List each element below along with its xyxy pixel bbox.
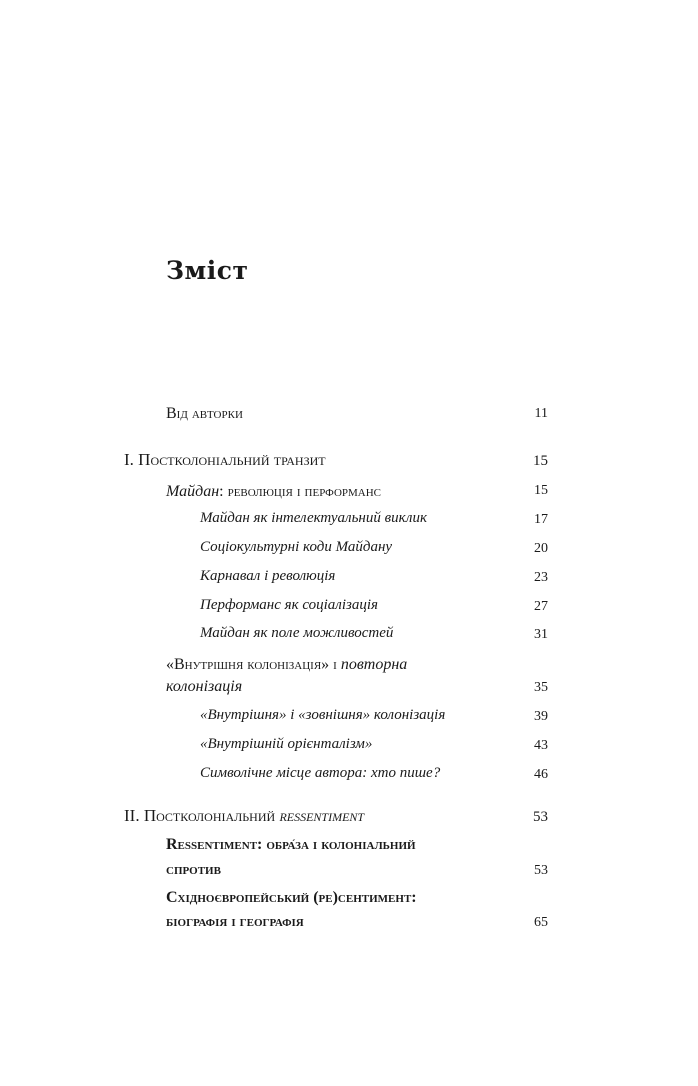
toc-section: Перформанс як соціалізація xyxy=(200,597,379,613)
page-number: 43 xyxy=(534,738,548,753)
toc-section: Соціокультурні коди Майдану xyxy=(200,539,393,555)
page-number: 17 xyxy=(534,512,548,527)
chapter-title-line-2: спротив xyxy=(166,861,221,878)
chapter-title-italic: Майдан xyxy=(166,483,220,500)
page-number: 53 xyxy=(533,809,548,825)
chapter-title-italic: повторна xyxy=(340,656,408,673)
toc-section: Карнавал і революція xyxy=(200,568,336,584)
toc-chapter-ressentiment: Ressentiment: обра́за і колоніальний xyxy=(166,836,416,853)
toc-section: Майдан як поле можливостей xyxy=(200,625,394,641)
page-number: 35 xyxy=(534,680,548,695)
toc-section: Майдан як інтелектуальний виклик xyxy=(200,510,427,526)
page-number: 15 xyxy=(534,483,548,498)
toc-chapter-internal-colonization xyxy=(166,654,407,674)
toc-part-2-title xyxy=(124,806,364,826)
page-title: Зміст xyxy=(166,256,249,285)
page-number: 15 xyxy=(533,453,548,469)
chapter-title-normal: «Внутрішня колонізація» і xyxy=(166,656,341,673)
page-number: 20 xyxy=(534,541,548,556)
page-number: 39 xyxy=(534,709,548,724)
toc-part-1-title: I. Постколоніальний транзит xyxy=(124,450,326,469)
page-number: 31 xyxy=(534,627,548,642)
toc-chapter-east-european: Східноєвропейський (ре)сентимент: xyxy=(166,889,417,906)
part-title-normal: II. Постколоніальний xyxy=(124,806,280,825)
page-number: 11 xyxy=(534,406,548,421)
part-title-italic: ressentiment xyxy=(279,806,365,825)
chapter-title-line-2: біографія і географія xyxy=(166,913,304,930)
chapter-title-line-2: колонізація xyxy=(166,678,243,695)
toc-section: «Внутрішній орієнталізм» xyxy=(200,736,373,752)
toc-chapter-maidan xyxy=(166,481,381,501)
page-number: 46 xyxy=(534,767,548,782)
toc-entry-foreword: Від авторки xyxy=(166,405,243,422)
toc-section: «Внутрішня» і «зовнішня» колонізація xyxy=(200,707,446,723)
page-number: 23 xyxy=(534,570,548,585)
page-number: 53 xyxy=(534,863,548,878)
page-number: 27 xyxy=(534,599,548,614)
toc-section: Символічне місце автора: хто пише? xyxy=(200,765,441,781)
chapter-title-rest: : революція і перформанс xyxy=(219,483,382,500)
page-number: 65 xyxy=(534,915,548,930)
